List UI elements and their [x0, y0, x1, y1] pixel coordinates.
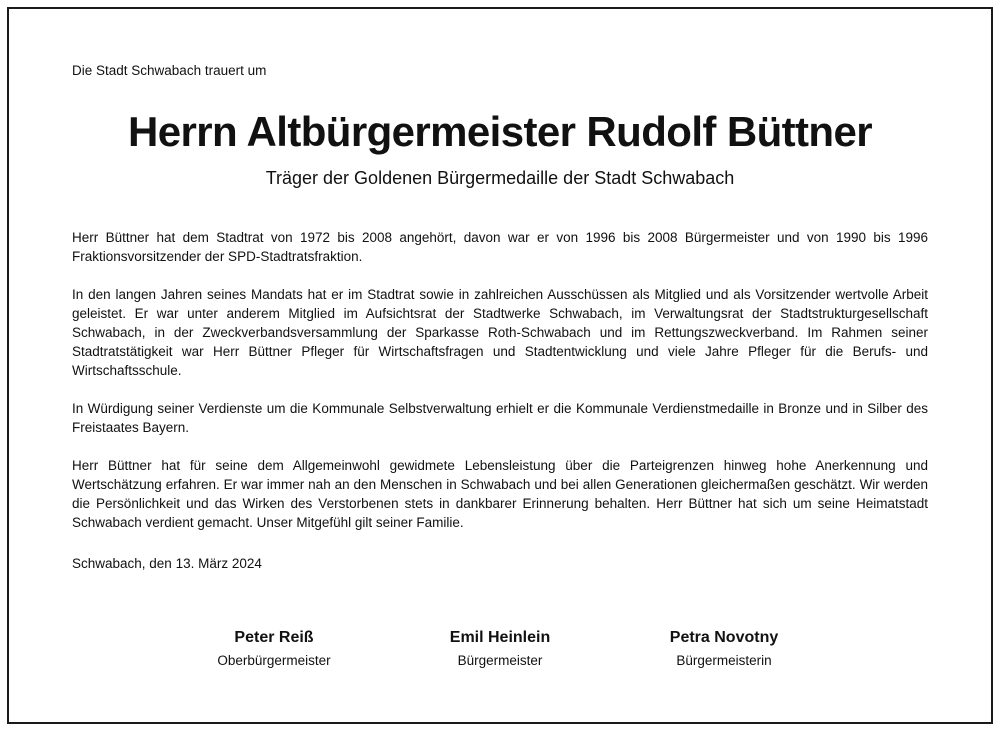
- signatory-role: Bürgermeister: [457, 653, 543, 668]
- signatory-2: [390, 627, 610, 671]
- paragraph: In den langen Jahren seines Mandats hat er im Stadtrat sowie in zahlreichen Ausschüssen als Mitglied und als Vorsitzender wertvolle Arbeit geleistet. Er war unter anderem Mitglied im Aufsichtsrat der Stadtwerke Schwabach, im Verwaltungsrat der Stadtstrukturgesellschaft Schwabach, in der Zweckverbandsversammlung der Sparkasse Roth-Schwabach und im Rettungszweckverband. Im Rahmen seiner Stadtratstätigkeit war Herr Büttner Pfleger für Wirtschaftsfragen und Stadtentwicklung und viele Jahre Pfleger für die Berufs- und Wirtschaftsschule.: [72, 287, 928, 378]
- intro-line: Die Stadt Schwabach trauert um: [72, 63, 267, 78]
- notice-title: Herrn Altbürgermeister Rudolf Büttner: [128, 108, 872, 155]
- paragraph: Herr Büttner hat für seine dem Allgemeinwohl gewidmete Lebensleistung über die Parteigrenzen hinweg hohe Anerkennung und Wertschätzung erfahren. Er war immer nah an den Menschen in Schwabach und bei allen Generationen gleichermaßen geschätzt. Wir werden die Persönlichkeit und das Wirken des Verstorbenen stets in dankbarer Erinnerung behalten. Herr Büttner hat sich um seine Heimatstadt Schwabach verdient gemacht. Unser Mitgefühl gilt seiner Familie.: [72, 458, 928, 530]
- paragraph: Herr Büttner hat dem Stadtrat von 1972 bis 2008 angehört, davon war er von 1996 bis 2008 Bürgermeister und von 1990 bis 1996 Fraktionsvorsitzender der SPD-Stadtratsfraktion.: [72, 230, 928, 264]
- notice-body: [72, 228, 928, 551]
- signatory-name: Peter Reiß: [234, 629, 314, 646]
- place-date: Schwabach, den 13. März 2024: [72, 556, 262, 571]
- signatory-3: [614, 627, 834, 671]
- paragraph: In Würdigung seiner Verdienste um die Kommunale Selbstverwaltung erhielt er die Kommunale Verdienstmedaille in Bronze und in Silber des Freistaates Bayern.: [72, 401, 928, 435]
- signatory-1: [164, 627, 384, 671]
- signatory-role: Bürgermeisterin: [676, 653, 772, 668]
- signatory-name: Petra Novotny: [669, 629, 779, 646]
- signatory-role: Oberbürgermeister: [217, 653, 331, 668]
- notice-subtitle: Träger der Goldenen Bürgermedaille der Stadt Schwabach: [265, 168, 735, 188]
- signatory-name: Emil Heinlein: [449, 629, 551, 646]
